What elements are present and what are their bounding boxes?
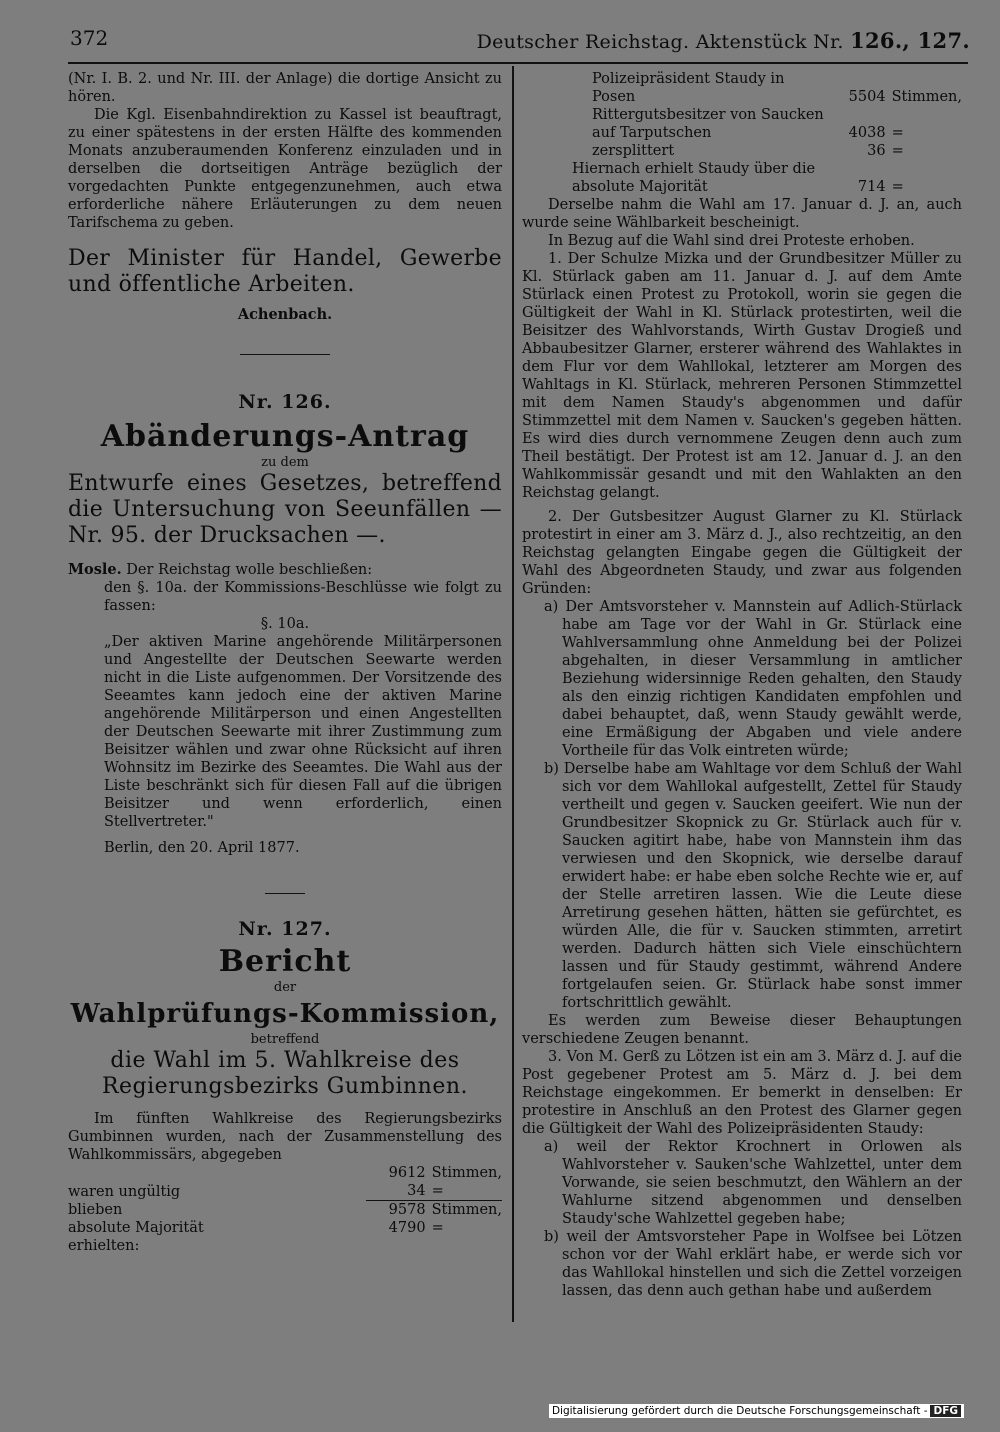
- bill-title: Entwurfe eines Gesetzes, betreffend die Untersuchung von Seeunfällen — Nr. 95. der Drucksachen —.: [68, 471, 502, 548]
- stat-label: [68, 1164, 366, 1182]
- stat-label: erhielten:: [68, 1238, 140, 1254]
- section-title-127: Bericht: [218, 944, 352, 979]
- paragraph: In Bezug auf die Wahl sind drei Proteste erhoben.: [548, 233, 915, 249]
- candidate-label: zersplittert: [592, 143, 675, 159]
- paragraph: Die Kgl. Eisenbahndirektion zu Kassel ist beauftragt, zu einer spätestens in der ersten Hälfte des kommenden Monats anzuberaumenden Konferenz einzuladen und in derselben die dortseitigen Anträge bezüglich der vorgedachten Punkte entgegenzunehmen, auch etwa erforderliche nähere Erläuterungen zu dem neuen Tarifschema zu geben.: [68, 107, 502, 231]
- header-rule: [68, 62, 968, 64]
- stat-unit: [432, 1237, 502, 1255]
- table-row: [68, 1182, 502, 1201]
- vote-unit: =: [891, 179, 904, 195]
- paragraph: Im fünften Wahlkreise des Regierungsbezirks Gumbinnen wurden, nach der Zusammenstellung des Wahlkommissärs, abgegeben: [68, 1111, 502, 1163]
- vote-unit: =: [891, 125, 904, 141]
- candidate-votes: 4038: [848, 125, 886, 141]
- subtitle-connector: zu dem: [261, 455, 309, 470]
- running-title-numbers: 126., 127.: [850, 28, 970, 53]
- list-item: a) Der Amtsvorsteher v. Mannstein auf Adlich-Stürlack habe am Tage vor der Wahl in Gr. Stürlack eine Wahlversammlung ohne Anmeldung bei der Polizei abgehalten, in dieser Versammlung in amtlicher Beziehung widersinnige Reden gehalten, den Staudy als den einzig richtigen Kandidaten empfohlen und dabei behauptet, daß, wenn Staudy gewählt werde, eine Ermäßigung der Abgaben und viele andere Vortheile für das Volk eintreten würde;: [544, 599, 962, 759]
- stat-unit: Stimmen,: [431, 1202, 502, 1218]
- table-row: [522, 106, 962, 142]
- dfg-logo: DFG: [930, 1405, 961, 1417]
- candidate-votes: 714: [857, 179, 886, 195]
- mover-name: Mosle.: [68, 561, 122, 578]
- candidate-label: Polizeipräsident Staudy in Posen: [592, 71, 785, 105]
- left-column: [68, 70, 502, 1255]
- vote-stats-table: [68, 1164, 502, 1255]
- table-row: [68, 1164, 502, 1182]
- quoted-paragraph: „Der aktiven Marine angehörende Militärpersonen und Angestellte der Deutschen Seewarte werden nicht in die Liste aufgenommen. Der Vorsitzende des Seeamtes kann jedoch eine der aktiven Marine angehörende Militärperson und einen Angestellten der Deutschen Seewarte mit ihrer Zustimmung zum Beisitzer wählen und zwar ohne Rücksicht auf ihren Wohnsitz im Bezirke des Seeamtes. Die Wahl aus der Liste beschränkt sich für diesen Fall auf die übrigen Beisitzer und wenn erforderlich, einen Stellvertreter.": [104, 634, 502, 830]
- stat-unit: =: [431, 1220, 444, 1236]
- stat-value: 4790: [388, 1220, 426, 1236]
- candidate-label: Rittergutsbesitzer von Saucken auf Tarputschen: [592, 107, 824, 141]
- motion-line: [68, 561, 502, 579]
- vote-unit: Stimmen,: [891, 89, 962, 105]
- protest-paragraph: 2. Der Gutsbesitzer August Glarner zu Kl. Stürlack protestirt in einer am 3. März d. J., also rechtzeitig, an den Reichstag gelangten Eingabe gegen die Gültigkeit der Wahl des Abgeordneten Staudy, und zwar aus folgenden Gründen:: [522, 509, 962, 597]
- list-item: b) weil der Amtsvorsteher Pape in Wolfsee bei Lötzen schon vor der Wahl erklärt habe, er werde sich vor das Wahllokal hinstellen und sich die Zettel vorzeigen lassen, das denn auch gethan habe und außerdem: [544, 1229, 962, 1299]
- digitization-footer: [549, 1404, 964, 1418]
- table-row: [68, 1219, 502, 1237]
- protest-paragraph: 3. Von M. Gerß zu Lötzen ist ein am 3. März d. J. auf die Post gegebener Protest am 5. März d. J. bei dem Reichstage eingekommen. Er bemerkt in denselben: Er protestire in Anschluß an den Protest des Glarner gegen die Gültigkeit der Wahl des Polizeipräsidenten Staudy:: [522, 1049, 962, 1137]
- stat-unit: =: [432, 1182, 502, 1201]
- stat-unit: Stimmen,: [431, 1165, 502, 1181]
- minister-title: Der Minister für Handel, Gewerbe und öffentliche Arbeiten.: [68, 246, 502, 297]
- running-title: [477, 28, 970, 53]
- paragraph: Es werden zum Beweise dieser Behauptungen verschiedene Zeugen benannt.: [522, 1013, 962, 1047]
- table-row: [522, 160, 962, 196]
- paragraph-sign: §. 10a.: [260, 616, 310, 632]
- stat-label: blieben: [68, 1202, 123, 1218]
- candidate-votes-table: [522, 70, 962, 196]
- stat-value: 9578: [388, 1202, 426, 1218]
- protest-paragraph: 1. Der Schulze Mizka und der Grundbesitzer Müller zu Kl. Stürlack gaben am 11. Januar d. J. auf dem Amte Stürlack einen Protest zu Protokoll, worin sie gegen die Gültigkeit der Wahl in Kl. Stürlack protestirten, weil die Beisitzer des Wahlvorstands, Wirth Gustav Drogieß und Abbaubesitzer Glarner, ersterer während des Wahlaktes in dem Flur vor dem Wahllokal, letzterer am Morgen des Wahltags in Kl. Stürlack, mehreren Personen Stimmzettel mit dem Namen Staudy's abgenommen und dafür Stimmzettel mit dem Namen v. Saucken's gegeben hätten. Es wird dies durch vernommene Zeugen denn auch zum Theil bestätigt. Der Protest ist am 12. Januar d. J. an den Wahlkommissär gesandt und mit den Wahlakten an den Reichstag gelangt.: [522, 251, 962, 501]
- section-number-126: Nr. 126.: [238, 391, 332, 413]
- candidate-votes: 36: [867, 143, 886, 159]
- table-row: [68, 1201, 502, 1220]
- paragraph: (Nr. I. B. 2. und Nr. III. der Anlage) die dortige Ansicht zu hören.: [68, 71, 502, 105]
- footer-text: Digitalisierung gefördert durch die Deutsche Forschungsgemeinschaft -: [551, 1405, 928, 1417]
- motion-text: Der Reichstag wolle beschließen:: [121, 562, 373, 578]
- candidate-label: Hiernach erhielt Staudy über die absolute Majorität: [572, 161, 816, 195]
- stat-value: 34: [366, 1182, 432, 1201]
- stat-value: 9612: [388, 1165, 426, 1181]
- signature: Achenbach.: [237, 306, 333, 323]
- date-line: Berlin, den 20. April 1877.: [104, 840, 300, 856]
- section-number-127: Nr. 127.: [238, 918, 332, 940]
- table-row: [68, 1237, 502, 1255]
- election-title: die Wahl im 5. Wahlkreise des Regierungsbezirks Gumbinnen.: [101, 1048, 469, 1099]
- section-title-126: Abänderungs-Antrag: [100, 419, 470, 454]
- running-title-text: Deutscher Reichstag. Aktenstück Nr.: [476, 31, 844, 53]
- stat-label: absolute Majorität: [68, 1220, 204, 1236]
- right-column: [522, 70, 962, 1300]
- motion-subtext: den §. 10a. der Kommissions-Beschlüsse wie folgt zu fassen:: [104, 580, 502, 614]
- commission-title: Wahlprüfungs-Kommission,: [70, 999, 500, 1029]
- vote-unit: =: [891, 143, 904, 159]
- list-item: a) weil der Rektor Krochnert in Orlowen als Wahlvorsteher v. Sauken'sche Wahlzettel, unter dem Vorwande, sie seien beschmutzt, den Wählern an der Wahlurne sitzend abgenommen und denselben Staudy'sche Wahlzettel gegeben habe;: [544, 1139, 962, 1227]
- list-item: b) Derselbe habe am Wahltage vor dem Schluß der Wahl sich vor dem Wahllokal aufgestellt, Zettel für Staudy vertheilt und gegen v. Saucken geeifert. Wie nun der Grundbesitzer Skopnick zu Gr. Stürlack auch für v. Saucken agitirt habe, habe von Mannstein ihm das verwiesen und den Skopnick, wie derselbe darauf erwidert habe: er habe eben solche Rechte wie er, auf der Stelle arretiren lassen. Wie die Leute diese Arretirung gesehen hätten, hätten sie gefürchtet, es würden Alle, die für v. Saucken stimmten, arretirt werden. Dadurch hätten sich Viele einschüchtern lassen und für Staudy gestimmt, während Andere fortgelaufen seien. Gr. Stürlack habe sonst immer fortschrittlich gewählt.: [544, 761, 962, 1011]
- table-row: [522, 70, 962, 106]
- stat-value: [366, 1237, 432, 1255]
- subtitle-connector: betreffend: [250, 1032, 320, 1047]
- candidate-votes: 5504: [848, 89, 886, 105]
- table-row: [522, 142, 962, 160]
- paragraph: Derselbe nahm die Wahl am 17. Januar d. J. an, auch wurde seine Wählbarkeit bescheinigt.: [522, 197, 962, 231]
- page-header: [70, 22, 970, 58]
- page-number: 372: [70, 26, 109, 50]
- stat-label: waren ungültig: [68, 1183, 181, 1200]
- column-divider: [512, 66, 514, 1322]
- subtitle-connector: der: [273, 980, 297, 995]
